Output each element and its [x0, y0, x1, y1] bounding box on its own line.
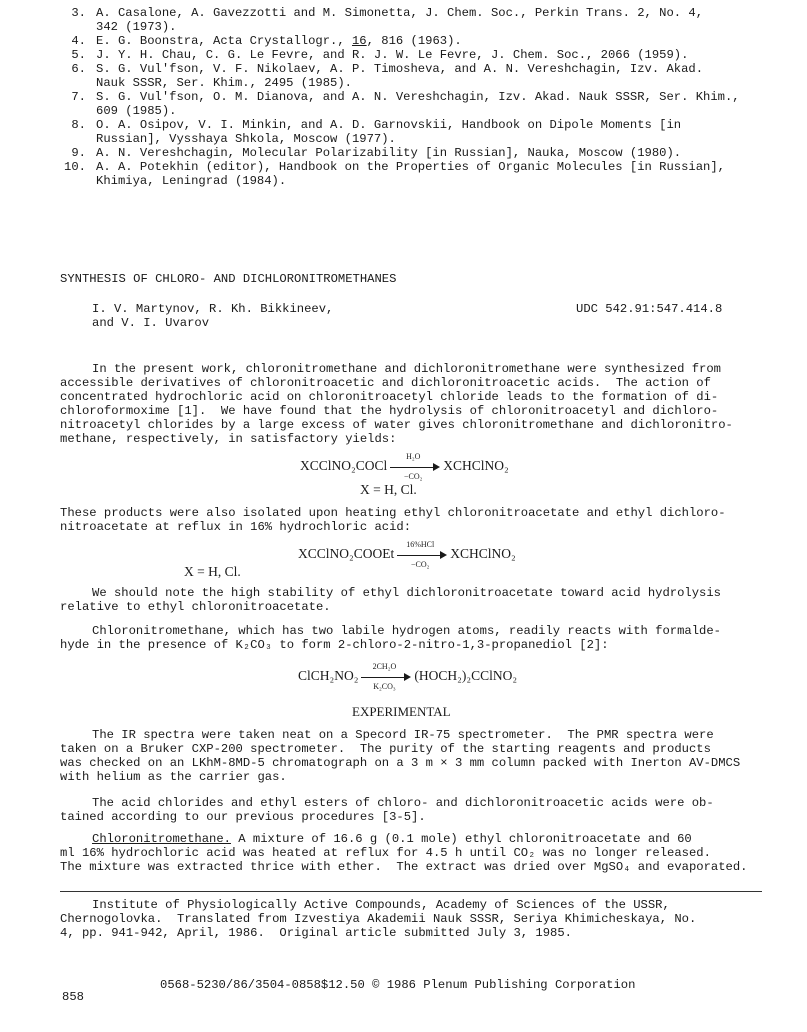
reference-item	[52, 6, 752, 34]
equation-2-substituent: X = H, Cl.	[184, 564, 241, 579]
equation-1-product: XCHClNO₂	[443, 458, 509, 473]
equation-2-reagent: 16%HCl	[406, 539, 435, 549]
copyright-line: 0568-5230/86/3504-0858$12.50 © 1986 Plenum Publishing Corporation	[160, 978, 636, 992]
reference-text: O. A. Osipov, V. I. Minkin, and A. D. Garnovskii, Handbook on Dipole Moments [in Russian], Vysshaya Shkola, Moscow (1977).	[96, 118, 682, 146]
equation-2-arrow	[397, 539, 447, 569]
equation-2	[298, 539, 516, 569]
reference-text-post: , 816 (1963).	[366, 34, 462, 48]
article-title: SYNTHESIS OF CHLORO- AND DICHLORONITROMETHANES	[60, 272, 397, 286]
article-authors: I. V. Martynov, R. Kh. Bikkineev, and V. I. Uvarov	[92, 302, 334, 330]
equation-2-byproduct: −CO₂	[411, 559, 430, 569]
equation-1-reagent: H₂O	[406, 451, 421, 461]
udc-code: UDC 542.91:547.414.8	[576, 302, 723, 316]
reference-text: A. Casalone, A. Gavezzotti and M. Simonetta, J. Chem. Soc., Perkin Trans. 2, No. 4, 342 (1973).	[96, 6, 704, 34]
reference-item	[52, 34, 752, 48]
equation-1-reactant: XCClNO₂COCl	[300, 458, 388, 473]
reference-item	[52, 90, 752, 118]
equation-3-arrow	[361, 661, 411, 691]
equation-3-catalyst: K₂CO₃	[373, 681, 396, 691]
equation-3	[298, 661, 518, 691]
reference-number: 9.	[71, 146, 86, 160]
reference-number: 5.	[71, 48, 86, 62]
footnote-divider	[60, 891, 762, 892]
reference-item	[52, 160, 752, 188]
procedure-text: A mixture of 16.6 g (0.1 mole) ethyl chloronitroacetate and 60 ml 16% hydrochloric acid was heated at reflux for 4.5 h until CO₂ was no longer released. The mixture was extracted thrice with ether. The extract was dried over MgSO₄ and evaporated.	[60, 832, 748, 874]
equation-3-reactant: ClCH₂NO₂	[298, 668, 359, 683]
equation-1-byproduct: −CO₂	[404, 471, 423, 481]
reference-item	[52, 48, 752, 62]
reference-list	[52, 6, 752, 188]
paragraph-formaldehyde: Chloronitromethane, which has two labile hydrogen atoms, readily reacts with formalde- hyde in the presence of K₂CO₃ to form 2-chloro-2-nitro-1,3-propanediol [2]:	[60, 624, 721, 652]
reference-item	[52, 62, 752, 90]
reference-number: 8.	[71, 118, 86, 132]
procedure-heading: Chloronitromethane.	[92, 832, 231, 846]
equation-1-substituent: X = H, Cl.	[360, 482, 417, 497]
equation-1	[300, 451, 509, 481]
reference-text: S. G. Vul'fson, V. F. Nikolaev, A. P. Timosheva, and A. N. Vereshchagin, Izv. Akad. Nauk SSSR, Ser. Khim., 2495 (1985).	[96, 62, 704, 90]
reference-number: 7.	[71, 90, 86, 104]
equation-2-reactant: XCClNO₂COOEt	[298, 546, 395, 561]
page-number: 858	[62, 990, 84, 1004]
reference-text: J. Y. H. Chau, C. G. Le Fevre, and R. J. W. Le Fevre, J. Chem. Soc., 2066 (1959).	[96, 48, 689, 62]
reference-number: 4.	[71, 34, 86, 48]
reference-number: 6.	[71, 62, 86, 76]
paragraph-reflux: These products were also isolated upon heating ethyl chloronitroacetate and ethyl dichloro- nitroacetate at reflux in 16% hydrochloric acid:	[60, 506, 726, 534]
paragraph-stability: We should note the high stability of ethyl dichloronitroacetate toward acid hydrolysis relative to ethyl chloronitroacetate.	[60, 586, 721, 614]
reference-text	[96, 34, 752, 48]
reference-item	[52, 146, 752, 160]
paragraph-precursors: The acid chlorides and ethyl esters of chloro- and dichloronitroacetic acids were ob- tained according to our previous procedures [3-5].	[60, 796, 714, 824]
reference-volume: 16	[351, 34, 367, 48]
equation-3-reagent: 2CH₂O	[372, 661, 397, 671]
equation-2-product: XCHClNO₂	[450, 546, 516, 561]
experimental-heading: EXPERIMENTAL	[352, 704, 451, 719]
reference-number: 3.	[71, 6, 86, 20]
reference-text-pre: E. G. Boonstra, Acta Crystallogr.,	[96, 34, 352, 48]
paragraph-chloronitromethane	[60, 832, 760, 874]
reference-item	[52, 118, 752, 146]
paragraph-intro: In the present work, chloronitromethane and dichloronitromethane were synthesized from accessible derivatives of chloronitroacetic and dichloronitroacetic acids. The action of concentrated hydrochloric acid on chloronitroacetyl chloride leads to the formation of di- chloroformoxime [1]. We have found that the hydrolysis of chloronitroacetyl and dichloro- nitroacetyl chlorides by a large excess of water gives chloronitromethane and dichloronitro- methane, respectively, in satisfactory yields:	[60, 362, 733, 446]
reference-text: A. A. Potekhin (editor), Handbook on the Properties of Organic Molecules [in Russian], Khimiya, Leningrad (1984).	[96, 160, 725, 188]
footnote: Institute of Physiologically Active Compounds, Academy of Sciences of the USSR, Chernogolovka. Translated from Izvestiya Akademii Nauk SSSR, Seriya Khimicheskaya, No. 4, pp. 941-942, April, 1986. Original article submitted July 3, 1985.	[60, 898, 697, 940]
reference-text: S. G. Vul'fson, O. M. Dianova, and A. N. Vereshchagin, Izv. Akad. Nauk SSSR, Ser. Khim., 609 (1985).	[96, 90, 740, 118]
reference-number: 10.	[64, 160, 86, 174]
equation-1-arrow	[390, 451, 440, 481]
reference-text: A. N. Vereshchagin, Molecular Polarizability [in Russian], Nauka, Moscow (1980).	[96, 146, 682, 160]
equation-3-product: (HOCH₂)₂CClNO₂	[414, 668, 518, 683]
paragraph-instruments: The IR spectra were taken neat on a Specord IR-75 spectrometer. The PMR spectra were taken on a Bruker CXP-200 spectrometer. The purity of the starting reagents and products was checked on an LKhM-8MD-5 chromatograph on a 3 m × 3 mm column packed with Inerton AV-DMCS with helium as the carrier gas.	[60, 728, 741, 784]
